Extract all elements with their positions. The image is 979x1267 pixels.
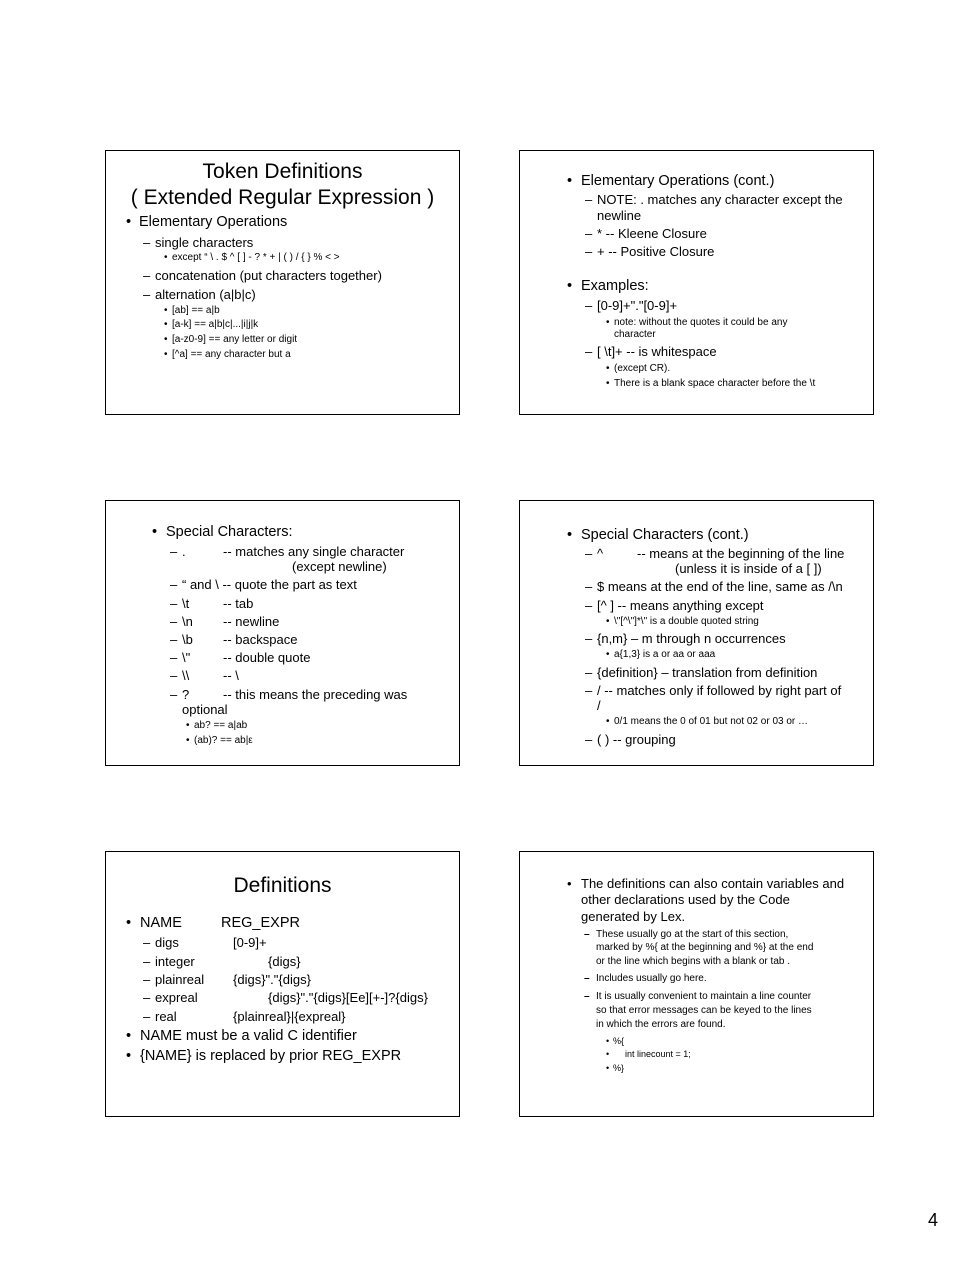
- bullet-marker: •: [126, 915, 132, 931]
- slide-special-characters: [105, 500, 460, 766]
- def-name: real: [155, 1009, 177, 1024]
- char-row: [^ ] -- means anything except: [597, 598, 764, 613]
- sub-item-cont: or the line which begins with a blank or tab .: [596, 956, 790, 967]
- char-row: “ and \ -- quote the part as text: [182, 577, 357, 592]
- bullet-marker: •: [126, 1028, 132, 1044]
- sub-item: These usually go at the start of this section,: [596, 929, 789, 940]
- char-code: \": [182, 650, 191, 665]
- char-description: -- double quote: [223, 650, 311, 665]
- sub-sub-item: \"[^\"]*\" is a double quoted string: [614, 616, 759, 627]
- dash-marker: –: [170, 687, 178, 702]
- sub-item: concatenation (put characters together): [155, 268, 382, 283]
- sub-item-cont: in which the errors are found.: [596, 1019, 726, 1030]
- dash-marker: –: [585, 546, 593, 561]
- char-code: \b: [182, 632, 193, 647]
- dash-marker: –: [143, 954, 151, 969]
- bullet-marker: •: [567, 278, 573, 294]
- dash-marker: –: [143, 972, 151, 987]
- bullet-marker: •: [186, 720, 190, 731]
- bullet-text: Special Characters:: [166, 524, 293, 540]
- dash-marker: –: [170, 596, 178, 611]
- char-description-cont: optional: [182, 702, 228, 717]
- page-number: 4: [927, 1210, 938, 1230]
- sub-sub-item: [a-z0-9] == any letter or digit: [172, 334, 298, 345]
- char-row-cont: /: [597, 698, 601, 713]
- char-row: {n,m} – m through n occurrences: [597, 631, 786, 646]
- bullet-marker: •: [567, 173, 573, 189]
- char-description: -- matches any single character: [223, 544, 405, 559]
- sub-item: + -- Positive Closure: [597, 244, 715, 259]
- bullet-marker: •: [126, 214, 132, 230]
- code-line: %}: [613, 1063, 625, 1073]
- bullet-marker: •: [606, 1049, 610, 1059]
- def-name: integer: [155, 954, 195, 969]
- code-line: int linecount = 1;: [625, 1049, 691, 1059]
- dash-marker: –: [585, 579, 593, 594]
- def-expr: {plainreal}|{expreal}: [233, 1009, 346, 1024]
- bullet-marker: •: [606, 1036, 610, 1046]
- dash-marker: –: [585, 683, 593, 698]
- bullet-marker: •: [606, 716, 610, 727]
- char-description: -- this means the preceding was: [223, 687, 408, 702]
- bullet-marker: •: [606, 616, 610, 627]
- sub-item-cont: so that error messages can be keyed to the lines: [596, 1005, 812, 1016]
- bullet-marker: •: [606, 649, 610, 660]
- bullet-text: Examples:: [581, 278, 649, 294]
- code-line: %{: [613, 1036, 625, 1046]
- sub-sub-item: (except CR).: [614, 363, 671, 374]
- char-code: .: [182, 544, 186, 559]
- sub-sub-item-cont: character: [614, 329, 656, 340]
- char-description-cont: (except newline): [292, 559, 387, 574]
- bullet-marker: •: [567, 527, 573, 543]
- bullet-text: Special Characters (cont.): [581, 527, 749, 543]
- bullet-marker: •: [164, 252, 168, 263]
- def-expr: {digs}"."{digs}: [233, 972, 311, 987]
- char-description: -- \: [223, 668, 239, 683]
- dash-marker: –: [143, 268, 151, 283]
- sub-item: Includes usually go here.: [596, 973, 707, 984]
- bullet-marker: •: [164, 319, 168, 330]
- char-row: $ means at the end of the line, same as /\n: [597, 579, 843, 594]
- sub-item: It is usually convenient to maintain a line counter: [596, 991, 812, 1002]
- slide-elementary-ops-cont: [519, 150, 874, 415]
- sub-item-cont: newline: [597, 208, 642, 223]
- dash-marker: –: [170, 544, 178, 559]
- bullet-marker: •: [567, 876, 572, 891]
- dash-marker: –: [143, 235, 151, 250]
- bullet-marker: •: [126, 1048, 132, 1064]
- bullet-text: Elementary Operations (cont.): [581, 173, 775, 189]
- def-expr: [0-9]+: [233, 935, 267, 950]
- char-description: -- means at the beginning of the line: [637, 546, 845, 561]
- char-row: / -- matches only if followed by right part of: [597, 683, 842, 698]
- bullet-marker: •: [164, 334, 168, 345]
- bullet-marker: •: [606, 378, 610, 389]
- def-name: expreal: [155, 990, 198, 1005]
- slide-title-line2: ( Extended Regular Expression ): [130, 186, 435, 209]
- sub-sub-item: except “ \ . $ ^ [ ] - ? * + | ( ) / { } % < >: [172, 252, 340, 263]
- header-regexpr: REG_EXPR: [221, 915, 300, 931]
- char-code: \n: [182, 614, 193, 629]
- sub-sub-item: [ab] == a|b: [172, 305, 220, 316]
- dash-marker: –: [585, 298, 593, 313]
- char-code: ^: [597, 546, 604, 561]
- sub-sub-item: note: without the quotes it could be any: [614, 317, 788, 328]
- dash-marker: –: [585, 665, 593, 680]
- char-description: -- newline: [223, 614, 280, 629]
- sub-sub-item: There is a blank space character before the \t: [614, 378, 816, 389]
- sub-sub-item: ab? == a|ab: [194, 720, 248, 731]
- char-description: -- backspace: [223, 632, 298, 647]
- dash-marker: –: [584, 973, 590, 984]
- sub-item: [0-9]+"."[0-9]+: [597, 298, 678, 313]
- sub-sub-item: a{1,3} is a or aa or aaa: [614, 649, 716, 660]
- sub-sub-item: 0/1 means the 0 of 01 but not 02 or 03 or …: [614, 716, 809, 727]
- def-expr: {digs}"."{digs}[Ee][+-]?{digs}: [268, 990, 428, 1005]
- char-row: {definition} – translation from definition: [597, 665, 818, 680]
- slide-definitions: [105, 851, 460, 1117]
- bullet-text-cont: other declarations used by the Code: [581, 892, 790, 907]
- def-name: plainreal: [155, 972, 205, 987]
- char-description-cont: (unless it is inside of a [ ]): [675, 561, 822, 576]
- dash-marker: –: [585, 598, 593, 613]
- dash-marker: –: [143, 990, 151, 1005]
- dash-marker: –: [170, 650, 178, 665]
- sub-item: NOTE: . matches any character except the: [597, 192, 843, 207]
- bullet-marker: •: [186, 735, 190, 746]
- slide-title: Definitions: [233, 874, 332, 897]
- sub-item-cont: marked by %{ at the beginning and %} at the end: [596, 942, 814, 953]
- dash-marker: –: [170, 614, 178, 629]
- dash-marker: –: [585, 732, 593, 747]
- bullet-marker: •: [164, 349, 168, 360]
- def-name: digs: [155, 935, 179, 950]
- sub-item: single characters: [155, 235, 254, 250]
- bullet-marker: •: [152, 524, 158, 540]
- slide-title-line1: Token Definitions: [202, 160, 363, 183]
- bullet-text: The definitions can also contain variables and: [581, 876, 845, 891]
- bullet-text-cont: generated by Lex.: [581, 909, 686, 924]
- sub-sub-item: [a-k] == a|b|c|...|i|j|k: [172, 319, 259, 330]
- dash-marker: –: [170, 668, 178, 683]
- bullet-marker: •: [606, 1063, 610, 1073]
- header-name: NAME: [140, 915, 182, 931]
- dash-marker: –: [170, 577, 178, 592]
- bullet-marker: •: [164, 305, 168, 316]
- char-code: ?: [182, 687, 190, 702]
- slide-special-characters-cont: [519, 500, 874, 766]
- dash-marker: –: [584, 991, 590, 1002]
- char-code: \\: [182, 668, 190, 683]
- bullet-marker: •: [606, 363, 610, 374]
- dash-marker: –: [143, 287, 151, 302]
- bullet-marker: •: [606, 317, 610, 328]
- sub-sub-item: [^a] == any character but a: [172, 349, 291, 360]
- dash-marker: –: [170, 632, 178, 647]
- slide-definitions-variables: [519, 851, 874, 1117]
- dash-marker: –: [585, 244, 593, 259]
- slide-token-definitions: [105, 150, 460, 415]
- char-row: ( ) -- grouping: [597, 732, 676, 747]
- sub-item: * -- Kleene Closure: [597, 226, 707, 241]
- dash-marker: –: [585, 631, 593, 646]
- sub-item: [ \t]+ -- is whitespace: [597, 344, 717, 359]
- dash-marker: –: [143, 935, 151, 950]
- sub-item: alternation (a|b|c): [155, 287, 256, 302]
- dash-marker: –: [585, 226, 593, 241]
- dash-marker: –: [585, 192, 593, 207]
- sub-sub-item: (ab)? == ab|ε: [194, 735, 253, 746]
- dash-marker: –: [585, 344, 593, 359]
- bullet-text: {NAME} is replaced by prior REG_EXPR: [140, 1048, 402, 1064]
- bullet-text: Elementary Operations: [139, 214, 288, 230]
- def-expr: {digs}: [268, 954, 301, 969]
- char-description: -- tab: [223, 596, 254, 611]
- dash-marker: –: [143, 1009, 151, 1024]
- char-code: \t: [182, 596, 190, 611]
- dash-marker: –: [584, 929, 590, 940]
- bullet-text: NAME must be a valid C identifier: [140, 1028, 357, 1044]
